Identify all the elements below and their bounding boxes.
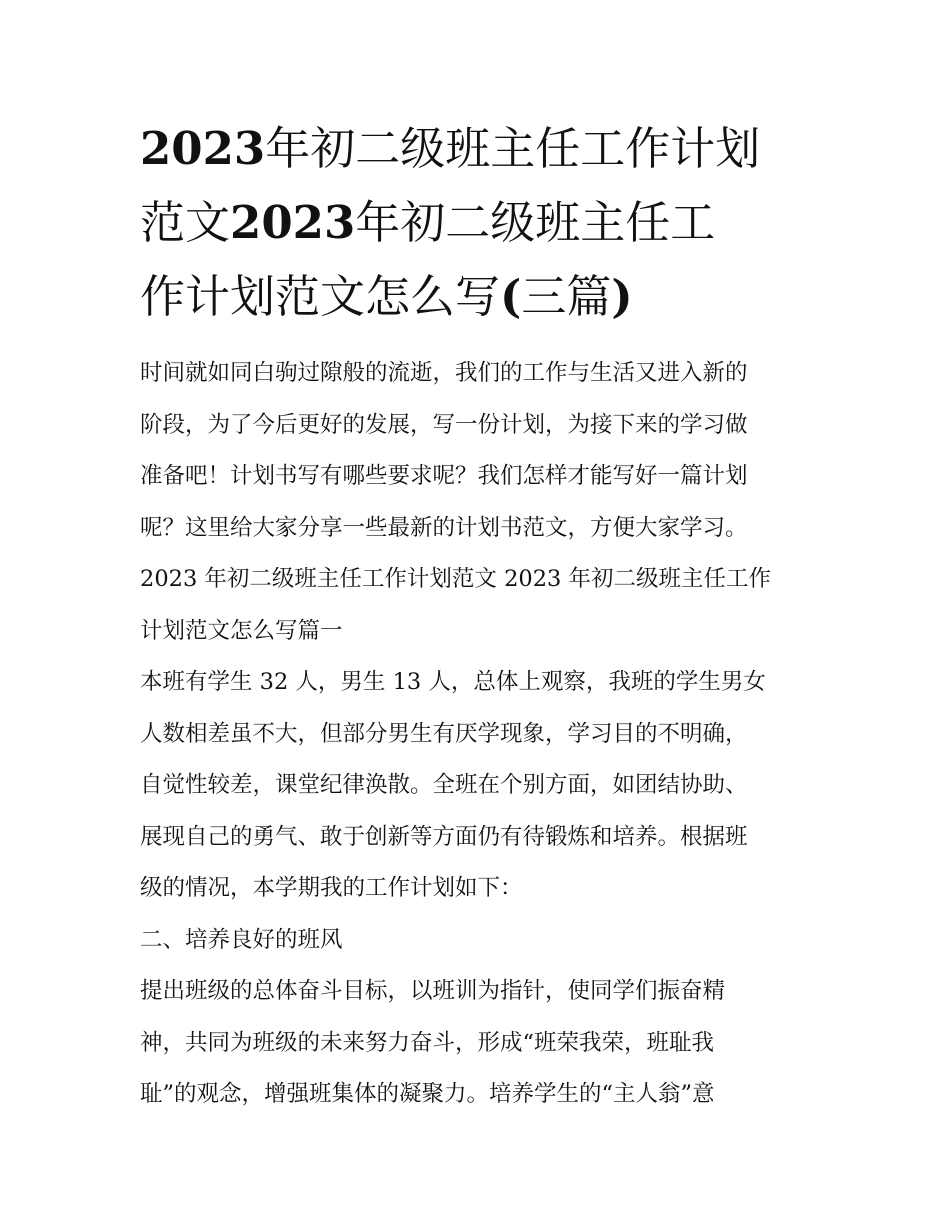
text-line: 时间就如同白驹过隙般的流逝，我们的工作与生活又进入新的	[140, 360, 748, 386]
title-text: 年初二级班主任工作计划	[265, 122, 761, 175]
title-text: 范文	[140, 196, 231, 249]
title-year: 2023	[140, 122, 266, 175]
title-year: 2023	[230, 196, 356, 249]
text-line: 呢？这里给大家分享一些最新的计划书范文，方便大家学习。	[140, 514, 748, 541]
text-line: 准备吧！计划书写有哪些要求呢？我们怎样才能写好一篇计划	[140, 463, 748, 489]
text-line: 人数相差虽不大，但部分男生有厌学现象，学习目的不明确，	[140, 720, 748, 747]
text-line: 提出班级的总体奋斗目标，以班训为指针，使同学们振奋精	[140, 978, 726, 1004]
document-body	[140, 348, 820, 1121]
title-text: 作计划范文怎么写	[140, 270, 501, 323]
title-paren: )	[611, 270, 633, 323]
title-line-1	[140, 112, 820, 186]
section-heading-line: 计划范文怎么写篇一	[140, 617, 343, 644]
document-title	[140, 112, 820, 334]
text-line: 阶段，为了今后更好的发展，写一份计划，为接下来的学习做	[140, 411, 748, 438]
text-line: 神，共同为班级的未来努力奋斗，形成“班荣我荣，班耻我	[140, 1029, 715, 1056]
text-line: 本班有学生 32 人，男生 13 人，总体上观察，我班的学生男女	[140, 669, 766, 695]
text-line: 级的情况，本学期我的工作计划如下：	[140, 875, 523, 901]
section-heading-line: 二、培养良好的班风	[140, 926, 343, 953]
text-line: 自觉性较差，课堂纪律涣散。全班在个别方面，如团结协助、	[140, 772, 748, 798]
text-line: 展现自己的勇气、敢于创新等方面仍有待锻炼和培养。根据班	[140, 823, 748, 850]
document-page	[140, 112, 820, 1121]
title-line-2	[140, 186, 820, 260]
title-line-3	[140, 260, 820, 334]
title-text: 年初二级班主任工	[355, 196, 716, 249]
title-paren: (	[500, 270, 522, 323]
text-line: 耻”的观念，增强班集体的凝聚力。培养学生的“主人翁”意	[140, 1081, 715, 1107]
section-heading-line: 2023 年初二级班主任工作计划范文 2023 年初二级班主任工作	[140, 566, 771, 592]
title-text: 三篇	[521, 270, 612, 323]
